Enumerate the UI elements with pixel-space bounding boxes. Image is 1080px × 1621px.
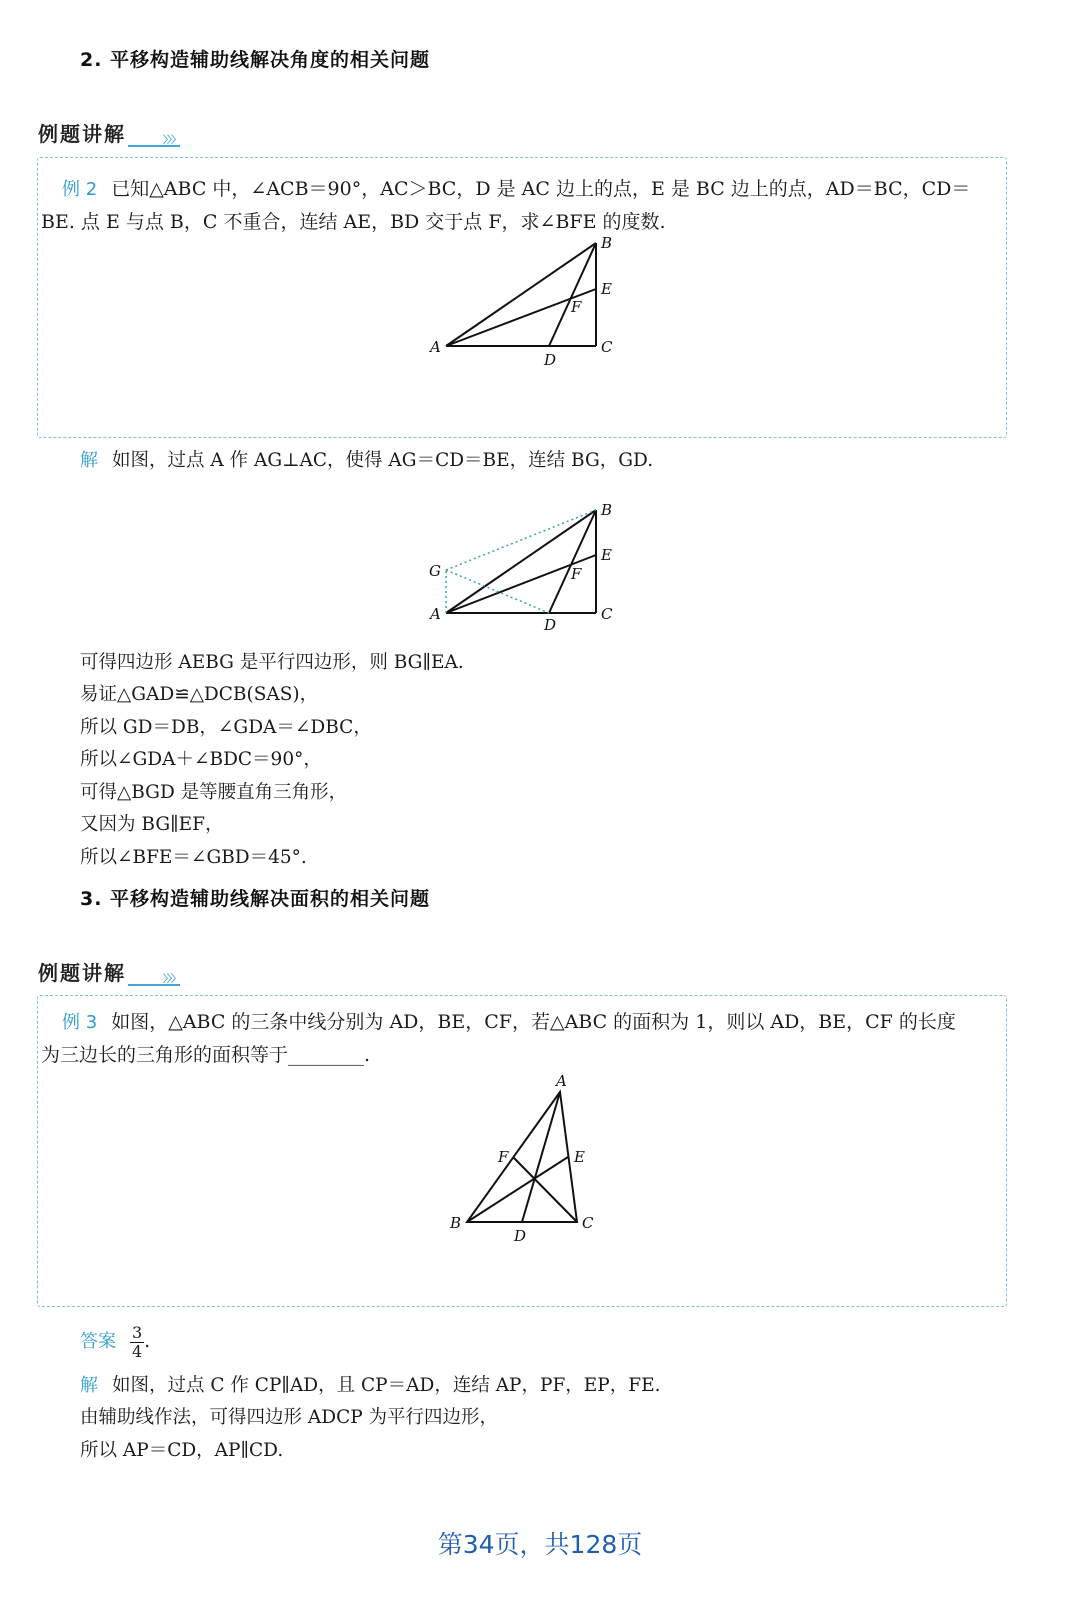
example-text-line: 为三边长的三角形的面积等于________. xyxy=(41,1044,371,1066)
solution-step: 可得四边形 AEBG 是平行四边形，则 BG∥EA. xyxy=(80,652,464,673)
example-label: 例 3 xyxy=(62,1012,98,1033)
vertex-label: D xyxy=(544,351,557,369)
vertex-label: F xyxy=(498,1148,509,1166)
vertex-label: F xyxy=(571,298,582,316)
vertex-label: B xyxy=(601,234,613,252)
vertex-label: D xyxy=(544,616,557,634)
solution-text: 如图，过点 C 作 CP∥AD，且 CP＝AD，连结 AP，PF，EP，FE. xyxy=(112,1375,661,1396)
solution-step: 所以∠BFE＝∠GBD＝45°. xyxy=(80,847,307,868)
median-triangle-figure xyxy=(440,1070,610,1250)
fraction-numerator: 3 xyxy=(132,1322,143,1342)
example-header-label: 例题讲解 xyxy=(38,961,126,985)
example-header xyxy=(38,118,180,147)
vertex-label: D xyxy=(514,1227,527,1245)
vertex-label: C xyxy=(601,605,613,623)
solution-step: 由辅助线作法，可得四边形 ADCP 为平行四边形， xyxy=(80,1407,499,1428)
page-footer: 第34页，共128页 xyxy=(437,1530,643,1559)
example-text-line xyxy=(62,1006,956,1039)
vertex-label: A xyxy=(430,605,441,623)
example-text: 已知△ABC 中，∠ACB＝90°，AC＞BC，D 是 AC 边上的点，E 是 BC 边上的点，AD＝BC，CD＝ xyxy=(111,178,971,200)
vertex-label: E xyxy=(601,280,612,298)
wave-decoration-icon: 〉〉〉 xyxy=(128,970,180,986)
vertex-label: C xyxy=(582,1214,594,1232)
answer-fraction xyxy=(130,1324,144,1361)
vertex-label: E xyxy=(601,546,612,564)
solution-step: 易证△GAD≌△DCB(SAS)， xyxy=(80,684,319,705)
solution-label: 解 xyxy=(80,450,98,471)
solution-text: 如图，过点 A 作 AG⊥AC，使得 AG＝CD＝BE，连结 BG，GD. xyxy=(112,450,654,471)
solution-step: 所以 GD＝DB，∠GDA＝∠DBC， xyxy=(80,717,372,738)
example-header xyxy=(38,957,180,986)
answer-suffix: . xyxy=(144,1331,151,1352)
solution-label: 解 xyxy=(80,1375,98,1396)
section-title: 3. 平移构造辅助线解决面积的相关问题 xyxy=(80,888,431,910)
example-label: 例 2 xyxy=(62,179,98,200)
vertex-label: A xyxy=(430,338,441,356)
example-text-line xyxy=(62,173,970,206)
vertex-label: F xyxy=(571,565,582,583)
solution-intro xyxy=(80,445,653,477)
solution-step: 又因为 BG∥EF， xyxy=(80,814,224,835)
triangle-figure xyxy=(420,232,630,372)
example-text-line: BE. 点 E 与点 B，C 不重合，连结 AE，BD 交于点 F，求∠BFE 的度数. xyxy=(41,211,666,233)
wave-decoration-icon: 〉〉〉 xyxy=(128,131,180,147)
vertex-label: B xyxy=(601,501,613,519)
solution-step: 可得△BGD 是等腰直角三角形， xyxy=(80,782,348,803)
solution-step: 所以∠GDA＋∠BDC＝90°， xyxy=(80,749,322,770)
vertex-label: A xyxy=(556,1072,567,1090)
vertex-label: B xyxy=(450,1214,462,1232)
example-text: 如图，△ABC 的三条中线分别为 AD，BE，CF，若△ABC 的面积为 1，则以 AD，BE，CF 的长度 xyxy=(111,1011,956,1033)
solution-step: 所以 AP＝CD，AP∥CD. xyxy=(80,1440,284,1461)
solution-intro xyxy=(80,1370,660,1402)
vertex-label: C xyxy=(601,338,613,356)
fraction-denominator: 4 xyxy=(132,1341,143,1361)
section-title: 2. 平移构造辅助线解决角度的相关问题 xyxy=(80,49,431,71)
auxiliary-line-figure xyxy=(420,497,630,637)
vertex-label: G xyxy=(429,562,441,580)
answer-label: 答案 xyxy=(80,1331,116,1352)
vertex-label: E xyxy=(574,1148,585,1166)
answer-line xyxy=(80,1322,150,1362)
example-header-label: 例题讲解 xyxy=(38,122,126,146)
